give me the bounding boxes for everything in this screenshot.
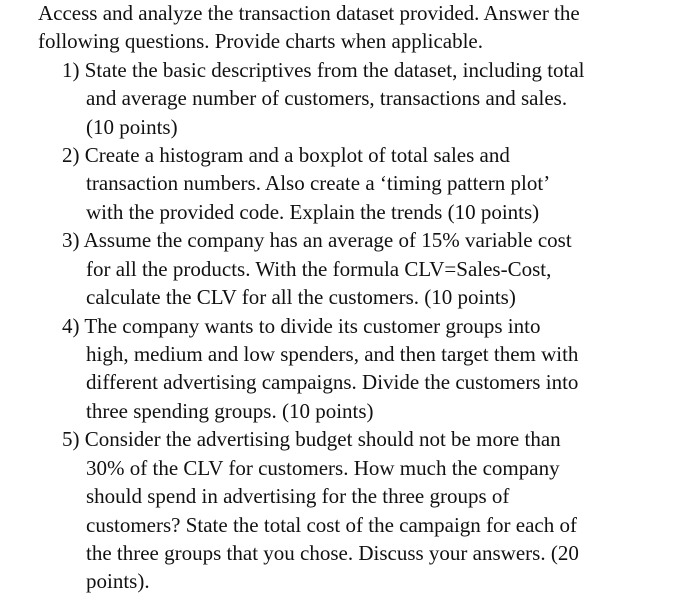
question-5-line: 30% of the CLV for customers. How much the company [86, 456, 560, 480]
question-5-line: 5) Consider the advertising budget should not be more than [62, 427, 561, 451]
question-2-line: transaction numbers. Also create a ‘timing pattern plot’ [86, 171, 551, 195]
intro-line: Access and analyze the transaction dataset provided. Answer the [38, 1, 580, 25]
question-2-line: with the provided code. Explain the trends (10 points) [86, 200, 540, 224]
question-5-line: should spend in advertising for the three groups of [86, 484, 510, 508]
question-5-line: customers? State the total cost of the campaign for each of [86, 513, 577, 537]
question-5-line: the three groups that you chose. Discuss your answers. (20 [86, 541, 579, 565]
question-2-line: 2) Create a histogram and a boxplot of total sales and [62, 143, 510, 167]
question-1-line: and average number of customers, transactions and sales. [86, 86, 568, 110]
intro-line: following questions. Provide charts when applicable. [38, 29, 483, 53]
question-5-line: points). [86, 569, 150, 593]
question-3-line: for all the products. With the formula CLV=Sales-Cost, [86, 257, 552, 281]
question-4-line: 4) The company wants to divide its customer groups into [62, 314, 541, 338]
question-4-line: high, medium and low spenders, and then target them with [86, 342, 579, 366]
question-4-line: different advertising campaigns. Divide the customers into [86, 370, 579, 394]
question-3-line: calculate the CLV for all the customers. (10 points) [86, 285, 516, 309]
question-1-line: 1) State the basic descriptives from the dataset, including total [62, 58, 585, 82]
question-4-line: three spending groups. (10 points) [86, 399, 374, 423]
question-1-line: (10 points) [86, 115, 178, 139]
question-3-line: 3) Assume the company has an average of 15% variable cost [62, 228, 572, 252]
